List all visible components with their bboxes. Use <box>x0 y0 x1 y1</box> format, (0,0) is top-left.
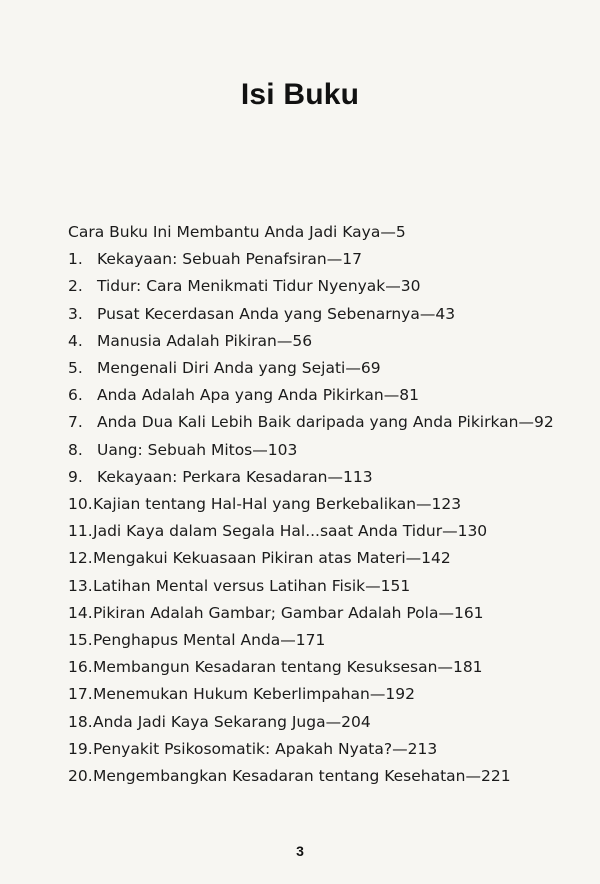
toc-entry-number: 16. <box>68 658 93 677</box>
toc-entry-number: 17. <box>68 685 93 704</box>
toc-entry-number: 6. <box>68 386 83 405</box>
toc-entry <box>68 328 588 355</box>
toc-entry <box>68 654 588 681</box>
toc-entry-number: 12. <box>68 549 93 568</box>
toc-entry-number: 8. <box>68 440 83 459</box>
toc-entry <box>68 518 588 545</box>
toc-entry-number: 10. <box>68 495 93 514</box>
toc-entry-title: Pikiran Adalah Gambar; Gambar Adalah Pola—161 <box>93 603 484 622</box>
toc-entry <box>68 491 588 518</box>
toc-entry-number: 4. <box>68 331 83 350</box>
toc-entry-title: Pusat Kecerdasan Anda yang Sebenarnya—43 <box>97 304 456 323</box>
toc-entry-title: Jadi Kaya dalam Segala Hal...saat Anda Tidur—130 <box>93 522 488 541</box>
toc-entry-title: Kajian tentang Hal-Hal yang Berkebalikan—123 <box>93 495 462 514</box>
toc-entry-number: 9. <box>68 467 83 486</box>
toc-entry-number: 11. <box>68 522 93 541</box>
toc-entry-title: Mengakui Kekuasaan Pikiran atas Materi—142 <box>93 549 451 568</box>
toc-entry-title: Mengembangkan Kesadaran tentang Kesehatan—221 <box>93 767 511 786</box>
toc-entry <box>68 382 588 409</box>
toc-entry-number: 13. <box>68 576 93 595</box>
toc-entry <box>68 573 588 600</box>
toc-entry <box>68 763 588 790</box>
toc-entry <box>68 545 588 572</box>
toc-entry-number: 18. <box>68 712 93 731</box>
toc-entry <box>68 464 588 491</box>
toc-entry <box>68 437 588 464</box>
toc-entry-title: Membangun Kesadaran tentang Kesuksesan—181 <box>93 658 483 677</box>
toc-entry-number: 15. <box>68 631 93 650</box>
toc-entry-title: Uang: Sebuah Mitos—103 <box>97 440 298 459</box>
table-of-contents <box>68 219 588 790</box>
page-title: Isi Buku <box>240 78 360 111</box>
toc-entry-number: 2. <box>68 277 83 296</box>
toc-entry-title: Kekayaan: Perkara Kesadaran—113 <box>97 467 373 486</box>
toc-entry <box>68 301 588 328</box>
toc-entry-title: Anda Dua Kali Lebih Baik daripada yang Anda Pikirkan—92 <box>97 413 554 432</box>
toc-list <box>68 246 588 790</box>
toc-entry <box>68 709 588 736</box>
toc-entry-number: 3. <box>68 304 83 323</box>
toc-entry-number: 14. <box>68 603 93 622</box>
toc-intro-entry: Cara Buku Ini Membantu Anda Jadi Kaya—5 <box>68 223 406 241</box>
toc-entry-title: Anda Jadi Kaya Sekarang Juga—204 <box>93 712 371 731</box>
toc-entry-title: Kekayaan: Sebuah Penafsiran—17 <box>97 250 362 269</box>
toc-entry-title: Latihan Mental versus Latihan Fisik—151 <box>93 576 411 595</box>
toc-entry <box>68 736 588 763</box>
toc-entry <box>68 273 588 300</box>
toc-entry-number: 7. <box>68 413 83 432</box>
toc-entry-title: Manusia Adalah Pikiran—56 <box>97 331 313 350</box>
toc-entry-title: Penghapus Mental Anda—171 <box>93 631 326 650</box>
page-number: 3 <box>296 843 304 859</box>
toc-entry-title: Menemukan Hukum Keberlimpahan—192 <box>93 685 415 704</box>
toc-entry-number: 5. <box>68 359 83 378</box>
toc-entry <box>68 681 588 708</box>
toc-entry <box>68 600 588 627</box>
toc-entry <box>68 355 588 382</box>
toc-entry-title: Anda Adalah Apa yang Anda Pikirkan—81 <box>97 386 419 405</box>
toc-entry <box>68 246 588 273</box>
toc-entry-title: Penyakit Psikosomatik: Apakah Nyata?—213 <box>93 739 438 758</box>
toc-entry-number: 1. <box>68 250 83 269</box>
toc-entry-title: Tidur: Cara Menikmati Tidur Nyenyak—30 <box>97 277 421 296</box>
toc-entry <box>68 627 588 654</box>
toc-entry-number: 20. <box>68 767 93 786</box>
toc-entry-title: Mengenali Diri Anda yang Sejati—69 <box>97 359 381 378</box>
toc-entry-number: 19. <box>68 739 93 758</box>
toc-entry <box>68 409 588 436</box>
